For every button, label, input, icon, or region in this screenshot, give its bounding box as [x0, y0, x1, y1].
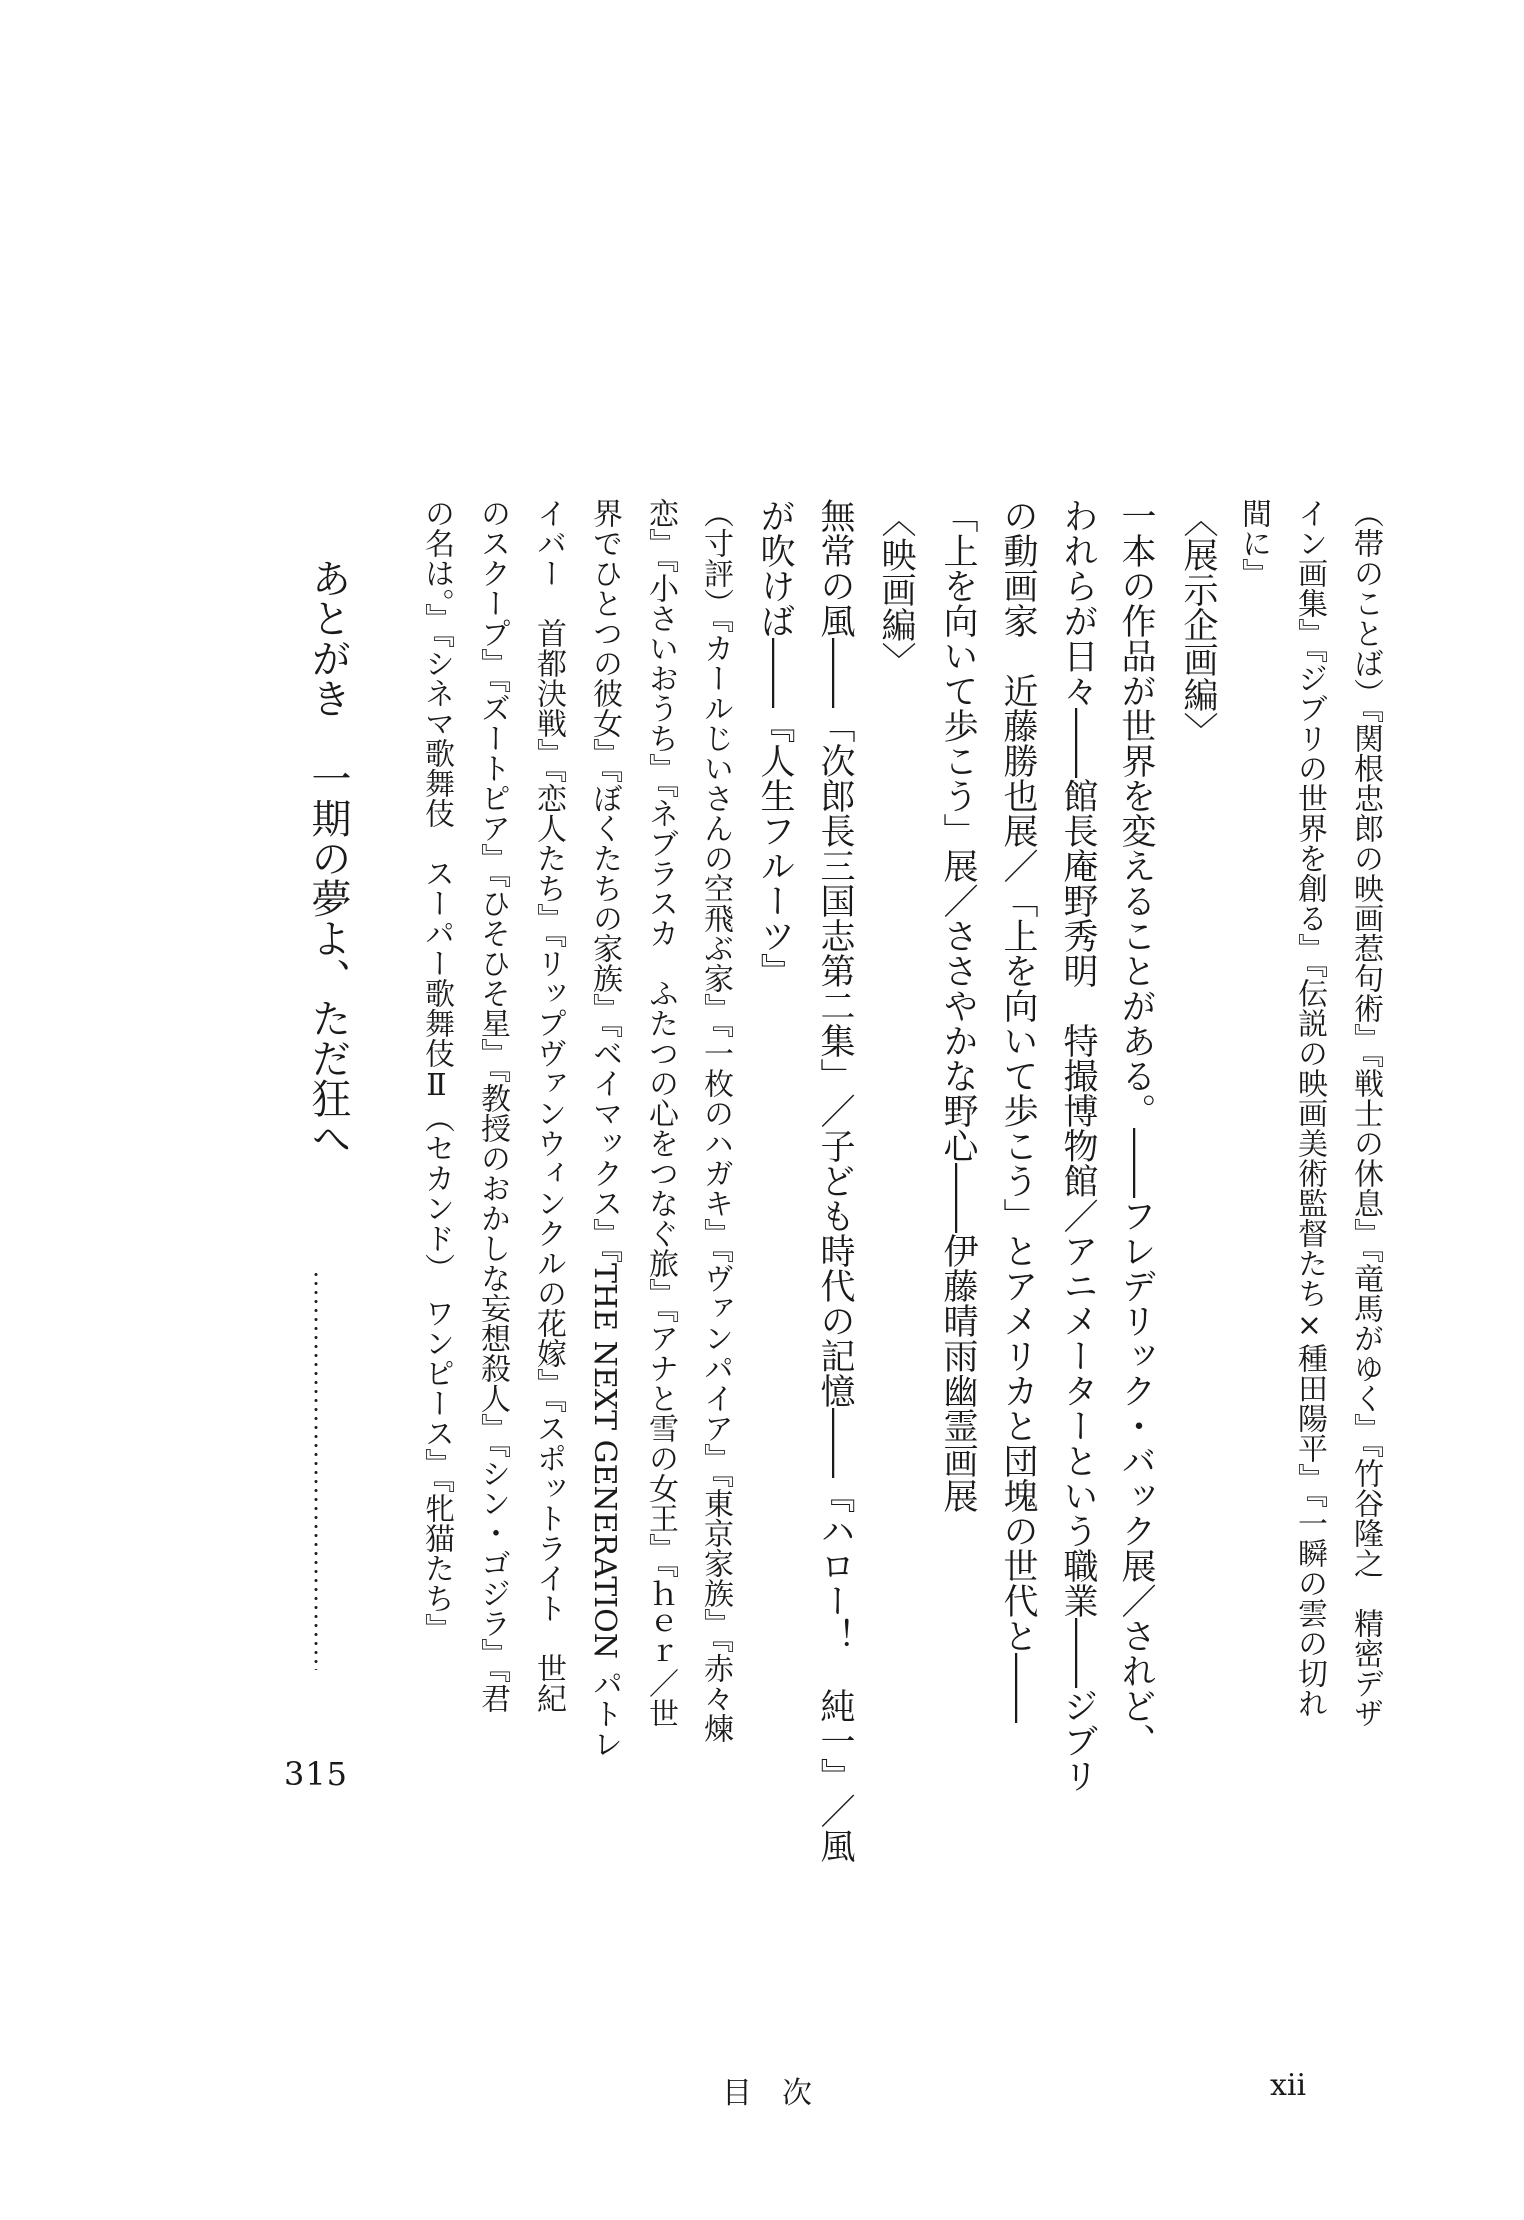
toc-line-10: 無常の風――「次郎長三国志第二集」／子ども時代の記憶――『ハロー！ 純一』／風	[815, 498, 855, 1863]
toc-line-2: イン画集』『ジブリの世界を創る』『伝説の映画美術監督たち×種田陽平』『一瞬の雲の切れ	[1292, 498, 1327, 1718]
film-review-line-6: の名は。』『シネマ歌舞伎 スーパー歌舞伎Ⅱ（セカンド） ワンピース』『牝猫たち』	[419, 498, 454, 1643]
afterword-page-number: 315	[283, 1755, 349, 1793]
film-review-line-1: （寸評）『カールじいさんの空飛ぶ家』『一枚のハガキ』『ヴァンパイア』『東京家族』『赤々煉	[698, 498, 733, 1743]
folio: xii	[1270, 2068, 1307, 2103]
section-heading-exhibitions: 〈展示企画編〉	[1178, 502, 1218, 747]
film-review-line-4: イバー 首都決戦』『恋人たち』『リップヴァンウィンクルの花嫁』『スポットライト 世紀	[531, 498, 566, 1713]
toc-line-11: が吹けば――『人生フルーツ』	[755, 498, 795, 988]
afterword-entry: あとがき 一期の夢よ、ただ狂へ	[305, 558, 351, 1158]
film-review-line-5: のスクープ』『ズートピア』『ひそひそ星』『教授のおかしな妄想殺人』『シン・ゴジラ』『君	[475, 498, 510, 1713]
toc-line-7: の動画家 近藤勝也展／「上を向いて歩こう」とアメリカと団塊の世代と――	[998, 498, 1038, 1723]
toc-line-5: 一本の作品が世界を変えることがある。――フレデリック・バック展／されど、	[1116, 498, 1156, 1758]
toc-line-6: われらが日々――館長庵野秀明 特撮博物館／アニメーターという職業――ジブリ	[1058, 498, 1098, 1793]
film-review-line-2: 恋』『小さいおうち』『ネブラスカ ふたつの心をつなぐ旅』『アナと雪の女王』『ｈｅｒ／世	[643, 498, 678, 1728]
running-footer-title: 目 次	[722, 2076, 812, 2111]
leader-dots	[314, 1270, 318, 1670]
film-review-line-3: 界でひとつの彼女』『ぼくたちの家族』『ベイマックス』『THE NEXT GENERATION パトレ	[587, 498, 622, 1759]
toc-line-3: 間に』	[1236, 498, 1271, 588]
toc-line-1: （帯のことば）『関根忠郎の映画惹句術』『戦士の休息』『竜馬がゆく』『竹谷隆之 精密デザ	[1348, 498, 1383, 1728]
section-heading-films: 〈映画編〉	[876, 502, 916, 677]
toc-line-8: 「上を向いて歩こう」展／ささやかな野心――伊藤晴雨幽霊画展	[938, 498, 978, 1513]
